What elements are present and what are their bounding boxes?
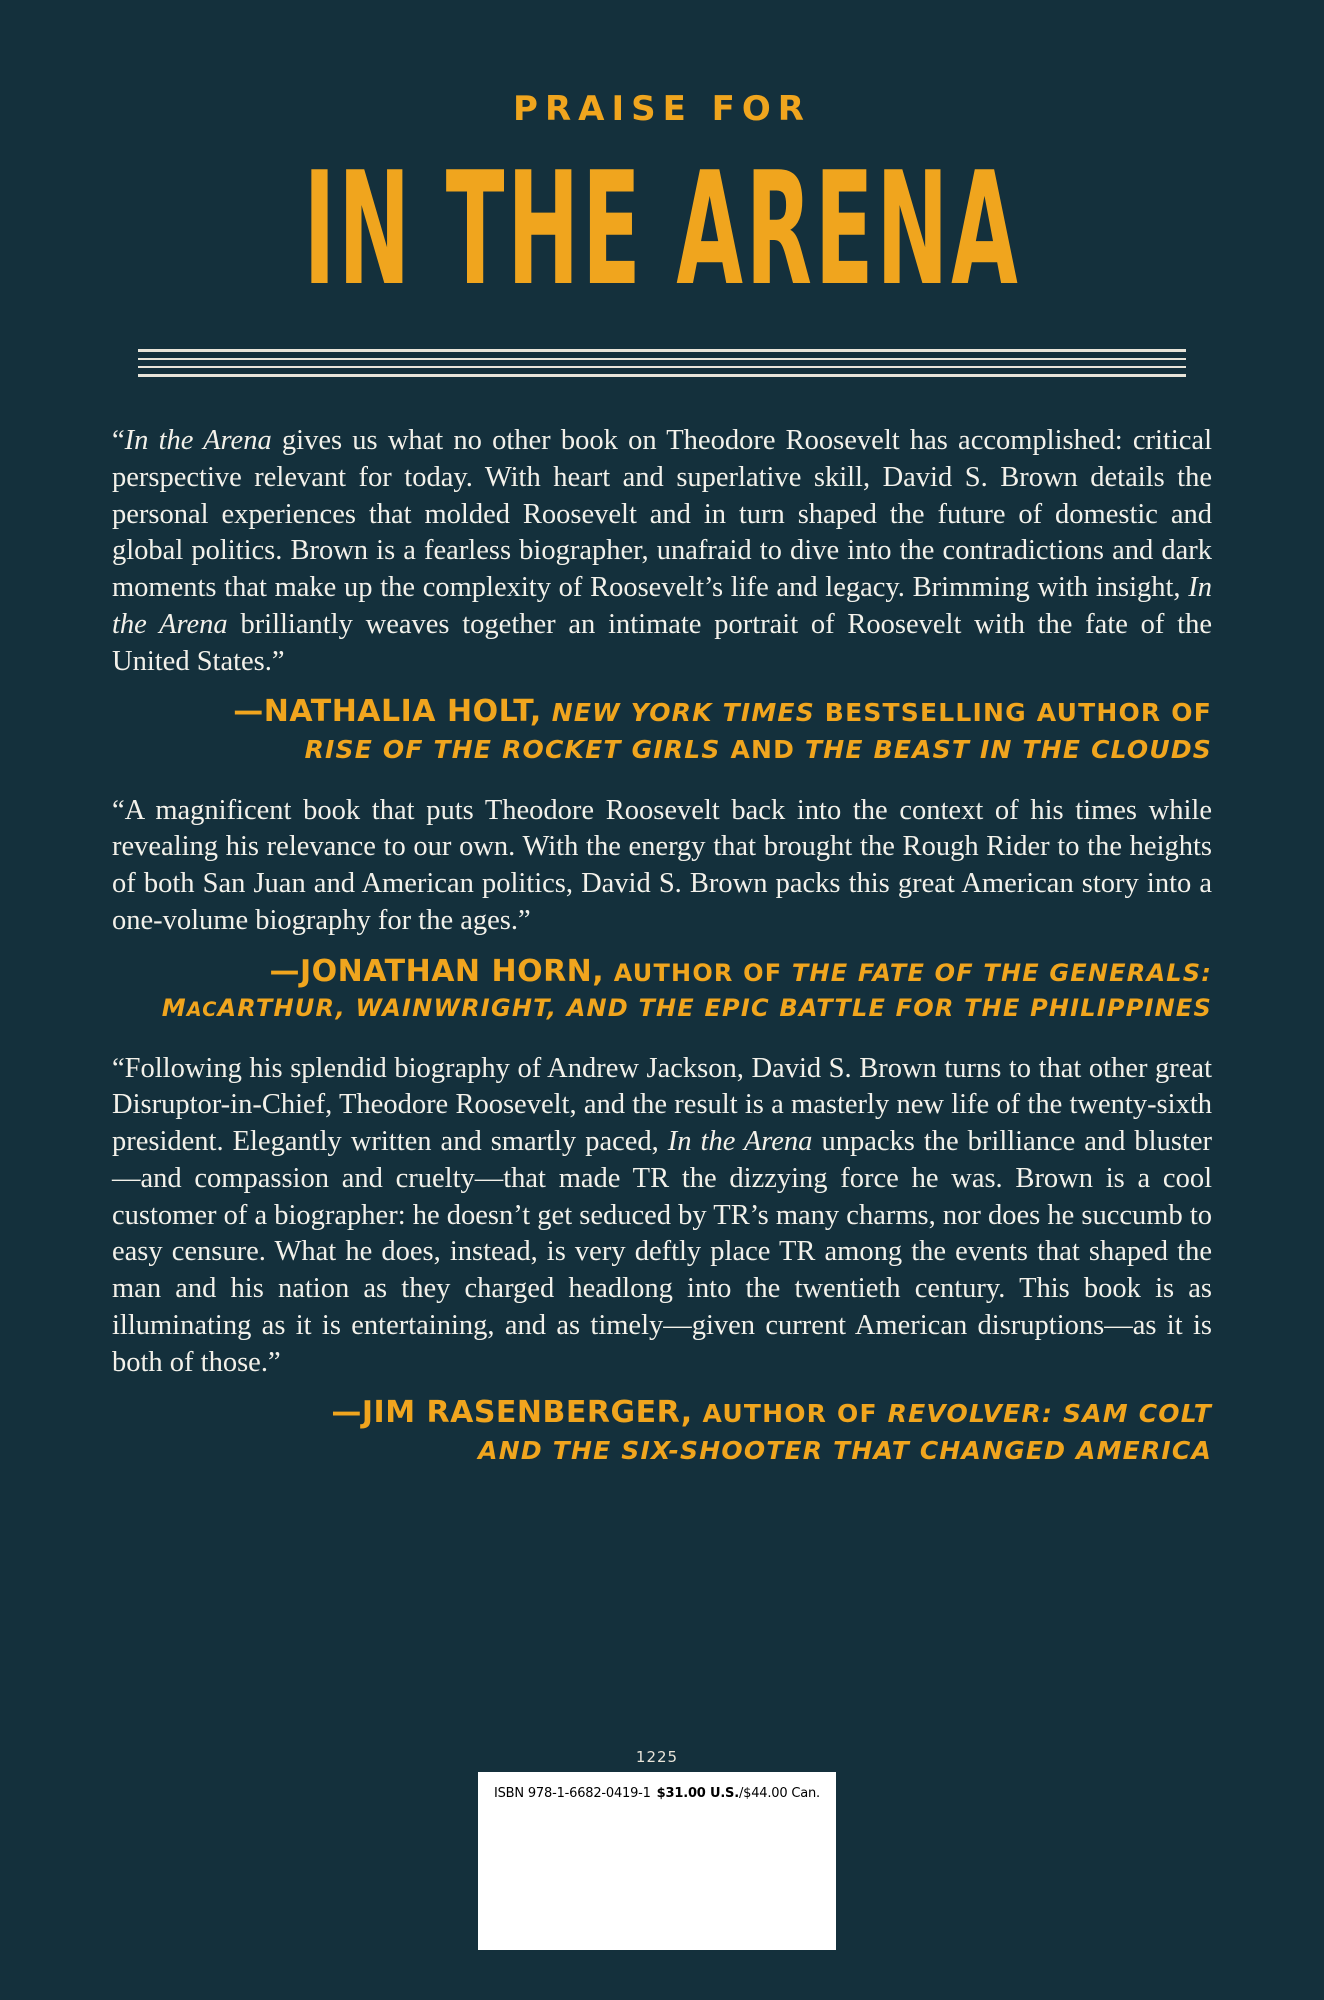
praise-for-label: PRAISE FOR	[513, 89, 811, 129]
quote-text: “Following his splendid biography of Andrew Jackson, David S. Brown turns to that other great Disruptor-in-Chief, Theodore Roosevelt, and the result is a masterly new life of the twenty-sixth president. Elegantly written and smartly paced, In the Arena unpacks the brilliance and bluster—and compassion and cruelty—that made TR the dizzying force he was. Brown is a cool customer of a biographer: he doesn’t get seduced by TR’s many charms, nor does he succumb to easy censure. What he does, instead, is very deftly place TR among the events that shaped the man and his nation as they charged headlong into the twentieth century. This book is as illuminating as it is entertaining, and as timely—given current American disruptions—as it is both of those.”	[112, 1052, 1212, 1378]
isbn-text: ISBN 978-1-6682-0419-1	[494, 1786, 651, 1801]
barcode-box	[478, 1772, 836, 1950]
price-can: $44.00 Can.	[743, 1786, 820, 1801]
quote-attribution: —JIM RASENBERGER, AUTHOR OF REVOLVER: SAM COLT AND THE SIX-SHOOTER THAT CHANGED AMERICA	[331, 1395, 1212, 1465]
praise-quote-item	[112, 1051, 1212, 1468]
praise-quotes-list	[112, 423, 1212, 1467]
rule-line	[138, 366, 1186, 368]
quote-text: “In the Arena gives us what no other book on Theodore Roosevelt has accomplished: critical perspective relevant for today. With heart and superlative skill, David S. Brown details the personal experiences that molded Roosevelt and in turn shaped the future of domestic and global politics. Brown is a fearless biographer, unafraid to dive into the contradictions and dark moments that make up the complexity of Roosevelt’s life and legacy. Brimming with insight, In the Arena brilliantly weaves together an intimate portrait of Roosevelt with the fate of the United States.”	[112, 425, 1212, 677]
quote-text: “A magnificent book that puts Theodore Roosevelt back into the context of his times while revealing his relevance to our own. With the energy that brought the Rough Rider to the heights of both San Juan and American politics, David S. Brown packs this great American story into a one-volume biography for the ages.”	[112, 794, 1212, 936]
rule-line	[138, 358, 1186, 360]
price-separator: /	[738, 1786, 744, 1801]
price-text	[657, 1786, 820, 1801]
price-us: $31.00 U.S.	[656, 1786, 739, 1801]
barcode-number-above: 1225	[635, 1748, 679, 1766]
rule-line	[138, 374, 1186, 377]
praise-quote-item	[112, 793, 1212, 1025]
rule-line	[138, 349, 1186, 352]
page-title: IN THE ARENA	[303, 137, 1021, 321]
quote-attribution: —NATHALIA HOLT, NEW YORK TIMES BESTSELLING AUTHOR OF RISE OF THE ROCKET GIRLS AND THE BEAST IN THE CLOUDS	[233, 694, 1212, 764]
decorative-rules	[138, 349, 1186, 377]
praise-quote-item	[112, 423, 1212, 767]
barcode-text-row	[494, 1786, 820, 1801]
quote-attribution: —JONATHAN HORN, AUTHOR OF THE FATE OF THE GENERALS: MACARTHUR, WAINWRIGHT, AND THE EPIC BATTLE FOR THE PHILIPPINES	[161, 953, 1212, 1023]
barcode-block	[478, 1748, 836, 1950]
